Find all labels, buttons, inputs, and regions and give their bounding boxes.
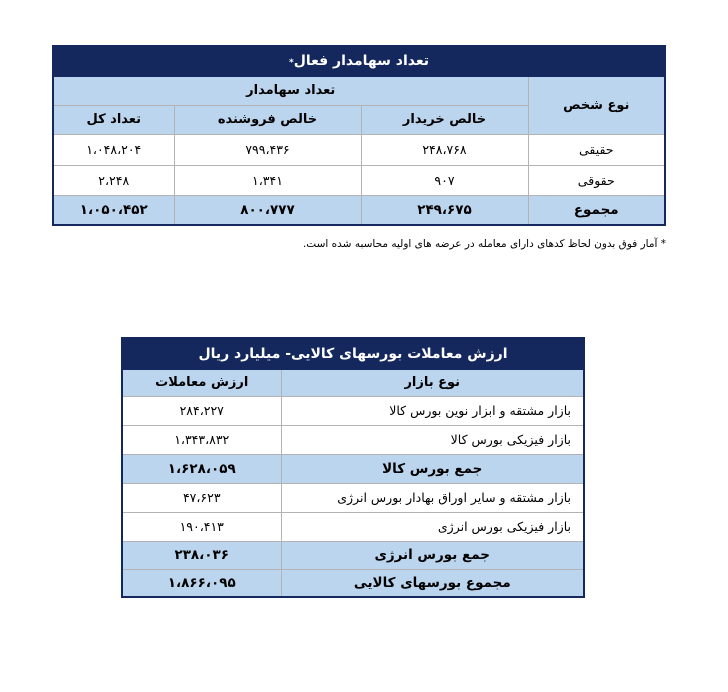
col-header-net-seller: خالص فروشنده — [174, 105, 361, 134]
col-header-net-buyer: خالص خریدار — [361, 105, 528, 134]
table1-title-cell — [53, 46, 665, 76]
row-net-buyer: ۹۰۷ — [361, 165, 528, 195]
sum-net-seller: ۸۰۰،۷۷۷ — [174, 195, 361, 225]
table-row — [122, 483, 584, 512]
table-row — [122, 396, 584, 425]
table-total-row — [122, 569, 584, 597]
row-person-type: حقیقی — [528, 134, 665, 165]
row-market: مجموع بورسهای کالایی — [281, 569, 584, 597]
row-value: ۱،۶۲۸،۰۵۹ — [122, 454, 281, 483]
commodity-exchange-value-table — [121, 337, 585, 598]
table-subtotal-row — [122, 541, 584, 569]
row-market: جمع بورس کالا — [281, 454, 584, 483]
table1-title-mark: * — [288, 58, 294, 69]
row-person-type: حقوقی — [528, 165, 665, 195]
row-market: جمع بورس انرژی — [281, 541, 584, 569]
row-market: بازار فیزیکی بورس کالا — [281, 425, 584, 454]
col-header-total: تعداد کل — [53, 105, 174, 134]
row-net-seller: ۱،۳۴۱ — [174, 165, 361, 195]
row-market: بازار مشتقه و سایر اوراق بهادار بورس انرژی — [281, 483, 584, 512]
table-subtotal-row — [122, 454, 584, 483]
table-row — [53, 165, 665, 195]
row-value: ۱۹۰،۴۱۳ — [122, 512, 281, 541]
row-net-buyer: ۲۴۸،۷۶۸ — [361, 134, 528, 165]
row-net-seller: ۷۹۹،۴۳۶ — [174, 134, 361, 165]
row-value: ۱،۸۶۶،۰۹۵ — [122, 569, 281, 597]
row-total: ۱،۰۴۸،۲۰۴ — [53, 134, 174, 165]
table-row — [122, 425, 584, 454]
table1-title: تعداد سهامدار فعال — [293, 53, 430, 70]
row-value: ۴۷،۶۲۳ — [122, 483, 281, 512]
row-market: بازار فیزیکی بورس انرژی — [281, 512, 584, 541]
col-header-trade-value: ارزش معاملات — [122, 369, 281, 396]
active-shareholders-table — [52, 45, 666, 226]
row-value: ۲۸۴،۲۲۷ — [122, 396, 281, 425]
table1-footnote: * آمار فوق بدون لحاظ کدهای دارای معامله در عرضه های اولیه محاسبه شده است. — [302, 238, 666, 250]
col-header-market-type: نوع بازار — [281, 369, 584, 396]
table-sum-row — [53, 195, 665, 225]
table2-title: ارزش معاملات بورسهای کالایی- میلیارد ریال — [122, 338, 584, 369]
sum-net-buyer: ۲۴۹،۶۷۵ — [361, 195, 528, 225]
table-row — [53, 134, 665, 165]
col-group-header-shareholder-count: تعداد سهامدار — [53, 76, 528, 105]
sum-total: ۱،۰۵۰،۴۵۲ — [53, 195, 174, 225]
col-header-person-type: نوع شخص — [528, 76, 665, 134]
row-value: ۲۳۸،۰۳۶ — [122, 541, 281, 569]
row-market: بازار مشتقه و ابزار نوین بورس کالا — [281, 396, 584, 425]
sum-label: مجموع — [528, 195, 665, 225]
table-row — [122, 512, 584, 541]
row-total: ۲،۲۴۸ — [53, 165, 174, 195]
row-value: ۱،۳۴۳،۸۳۲ — [122, 425, 281, 454]
